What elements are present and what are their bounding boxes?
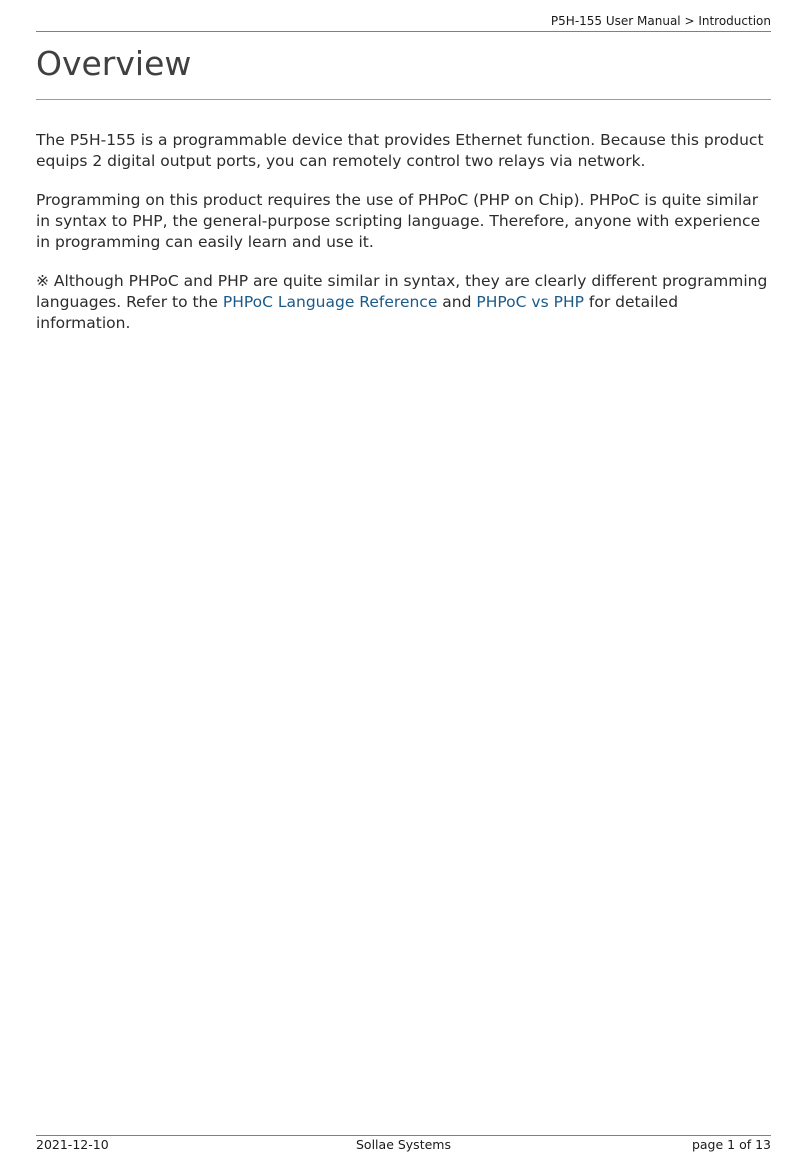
note-text-middle: and	[437, 293, 477, 311]
paragraph-intro: The P5H-155 is a programmable device that provides Ethernet function. Because this product equips 2 digital output ports, you can remotely control two relays via network.	[36, 131, 764, 170]
link-phpoc-vs-php[interactable]: PHPoC vs PHP	[476, 293, 584, 311]
paragraph-programming: Programming on this product requires the use of PHPoC (PHP on Chip). PHPoC is quite similar in syntax to PHP, the general-purpose scripting language. Therefore, anyone with experience in programming can easily learn and use it.	[36, 191, 761, 251]
footer-date: 2021-12-10	[36, 1137, 109, 1152]
page-title: Overview	[36, 44, 192, 83]
header-divider	[36, 31, 771, 32]
link-phpoc-language-reference[interactable]: PHPoC Language Reference	[222, 293, 438, 311]
page-footer	[36, 1137, 771, 1153]
running-header	[36, 14, 771, 30]
note-text-before: ※ Although PHPoC and PHP are quite similar in syntax, they are clearly different programming languages. Refer to the	[36, 272, 768, 311]
footer-page-number: page 1 of 13	[691, 1137, 771, 1152]
title-divider	[36, 99, 771, 100]
footer-divider	[36, 1135, 771, 1136]
breadcrumb: P5H-155 User Manual > Introduction	[550, 14, 771, 28]
paragraph-note	[36, 271, 772, 334]
note-text-after: for detailed information.	[36, 293, 679, 332]
footer-company: Sollae Systems	[356, 1137, 451, 1152]
document-body	[36, 130, 772, 352]
